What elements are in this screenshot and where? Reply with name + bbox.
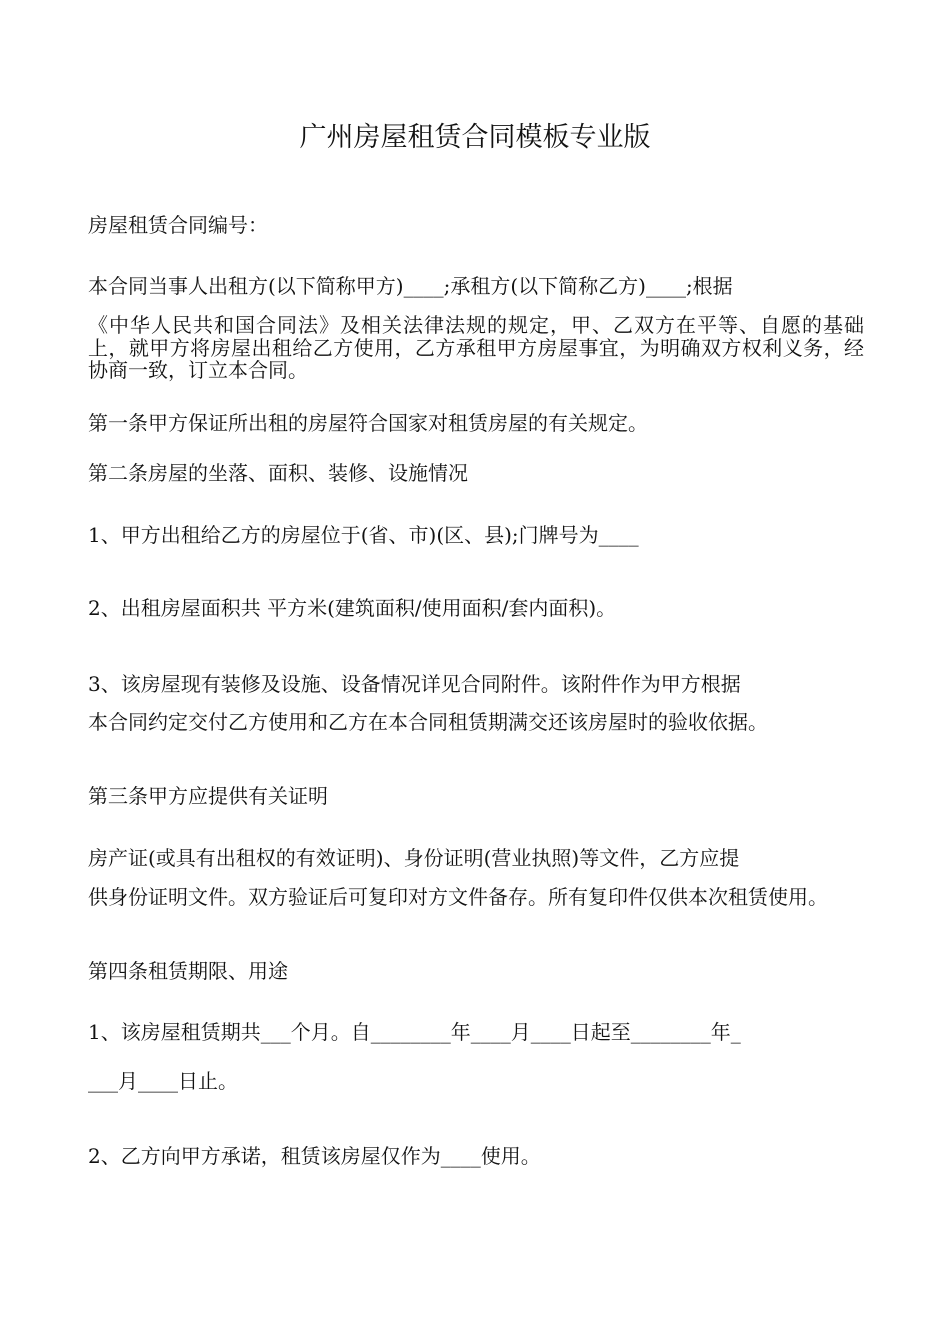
article-2-heading: 第二条房屋的坐落、面积、装修、设施情况	[88, 461, 468, 485]
contract-number-label: 房屋租赁合同编号：	[88, 213, 268, 237]
document-title: 广州房屋租赁合同模板专业版	[299, 122, 651, 153]
intro-paragraph: 《中华人民共和国合同法》及相关法律法规的规定，甲、乙双方在平等、自愿的基础上，就甲方将房屋出租给乙方使用，乙方承租甲方房屋事宜，为明确双方权利义务，经协商一致，订立本合同。	[88, 313, 864, 382]
article-3-line-1: 房产证(或具有出租权的有效证明)、身份证明(营业执照)等文件，乙方应提	[88, 846, 740, 870]
intro-line-1: 本合同当事人出租方(以下简称甲方)____;承租方(以下简称乙方)____;根据	[88, 274, 733, 298]
article-3-paragraph: 供身份证明文件。双方验证后可复印对方文件备存。所有复印件仅供本次租赁使用。	[88, 885, 828, 909]
article-2-item-3-paragraph: 本合同约定交付乙方使用和乙方在本合同租赁期满交还该房屋时的验收依据。	[88, 710, 768, 734]
article-3-heading: 第三条甲方应提供有关证明	[88, 784, 328, 808]
article-4-heading: 第四条租赁期限、用途	[88, 959, 288, 983]
article-2-item-2: 2、出租房屋面积共 平方米(建筑面积/使用面积/套内面积)。	[88, 596, 617, 620]
article-4-item-2: 2、乙方向甲方承诺，租赁该房屋仅作为____使用。	[88, 1144, 541, 1168]
article-1: 第一条甲方保证所出租的房屋符合国家对租赁房屋的有关规定。	[88, 411, 648, 435]
article-2-item-1: 1、甲方出租给乙方的房屋位于(省、市)(区、县);门牌号为____	[88, 523, 639, 547]
article-4-item-1-line-2: ___月____日止。	[88, 1069, 238, 1093]
article-4-item-1-line-1: 1、该房屋租赁期共___个月。自________年____月____日起至________年_	[88, 1020, 741, 1044]
article-2-item-3-line-1: 3、该房屋现有装修及设施、设备情况详见合同附件。该附件作为甲方根据	[88, 672, 741, 696]
